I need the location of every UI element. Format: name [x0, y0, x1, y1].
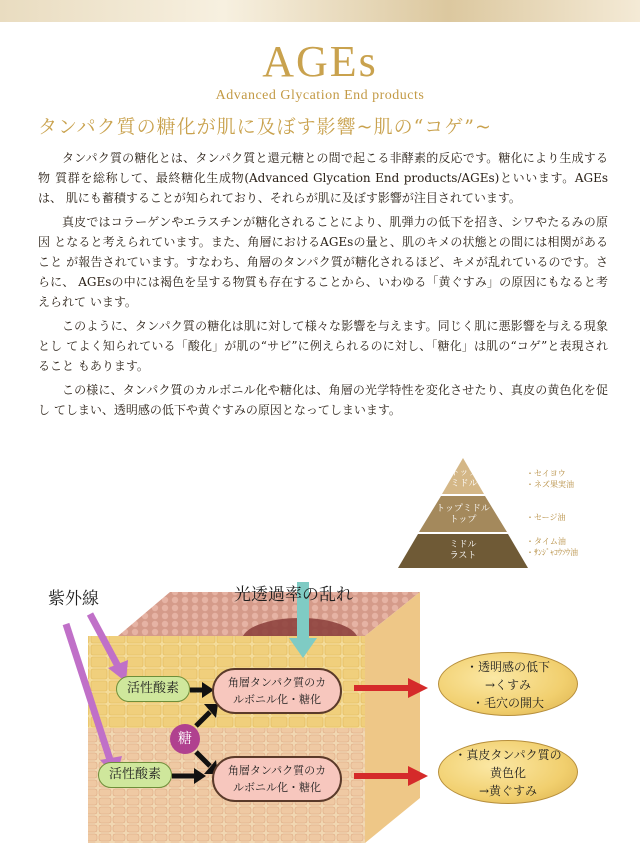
carbonylation-line: ルボニル化・糖化 — [233, 781, 321, 794]
page-title: AGEs — [262, 37, 378, 86]
pyramid-label-line: ミドル — [450, 479, 478, 489]
pyramid-tier-middle-label — [420, 504, 506, 526]
pyramid-tier-top-label — [442, 468, 486, 490]
skin-glycation-diagram — [0, 572, 640, 853]
result-line: ・毛穴の開大 — [471, 696, 544, 710]
sugar-badge: 糖 — [170, 724, 200, 754]
pyramid-tier-bottom-label — [418, 540, 508, 562]
result-ellipse-bottom — [438, 740, 578, 804]
paragraph: タンパク質の糖化とは、タンパク質と還元糖との間で起こる非酵素的反応です。糖化により生成する物 質群を総称して、最終糖化生成物(Advanced Glycation End products/AGEs)といいます。AGEsは、 肌にも蓄積することが知られており、それらが肌に及ぼす影響が注目されています。 — [38, 151, 608, 205]
carbonylation-line: 角層タンパク質のカ — [227, 764, 327, 777]
pyramid-tier-top-notes — [526, 468, 574, 490]
result-line: →くすみ — [484, 678, 532, 692]
pyramid-label-line: トップミドル — [436, 504, 490, 514]
notes-pyramid — [398, 458, 608, 568]
result-line: 黄色化 — [489, 766, 526, 780]
page-subtitle: Advanced Glycation End products — [215, 88, 425, 103]
pyramid-tier-middle-notes — [526, 512, 566, 523]
result-line: →黄ぐすみ — [478, 784, 538, 798]
pyramid-label-line: トップ — [449, 515, 477, 525]
carbonylation-box-top — [212, 668, 342, 714]
result-ellipse-top — [438, 652, 578, 716]
pyramid-note: ・ネズ果実油 — [526, 480, 574, 489]
pyramid-note: ・セイヨウ — [526, 469, 566, 478]
pyramid-note: ・セージ油 — [526, 513, 566, 522]
pyramid-note: ・タイム油 — [526, 537, 566, 546]
body-text — [38, 148, 608, 424]
pyramid-label-line: ミドル — [449, 540, 477, 550]
ros-box-top: 活性酸素 — [116, 676, 190, 702]
result-line: ・真皮タンパク質の — [454, 748, 562, 762]
paragraph: このように、タンパク質の糖化は肌に対して様々な影響を与えます。同じく肌に悪影響を与える現象とし てよく知られている「酸化」が肌の“サビ”に例えられるのに対し、「糖化」は肌の“コゲ”と表現されること もあります。 — [38, 319, 608, 373]
result-line: ・透明感の低下 — [465, 660, 550, 674]
pyramid-label-line: トップ — [450, 468, 478, 478]
carbonylation-box-bottom — [212, 756, 342, 802]
ros-box-bottom: 活性酸素 — [98, 762, 172, 788]
pyramid-tier-bottom-notes — [526, 536, 578, 558]
uv-label: 紫外線 — [48, 589, 99, 609]
light-disruption-label: 光透過率の乱れ — [234, 585, 353, 605]
paragraph: 真皮ではコラーゲンやエラスチンが糖化されることにより、肌弾力の低下を招き、シワやたるみの原因 となると考えられています。また、角層におけるAGEsの量と、肌のキメの状態との間には相関があること が報告されています。すなわち、角層のタンパク質が糖化されるほど、キメが乱れているのです。さらに、 AGEsの中には褐色を呈する物質も存在することから、いわゆる「黄ぐすみ」の原因にもなると考えられて います。 — [38, 215, 608, 309]
header-gold-bar — [0, 0, 640, 22]
pyramid-note: ・ｻﾝｼﾞｬｺｳｿｳ油 — [526, 548, 578, 557]
paragraph: この様に、タンパク質のカルボニル化や糖化は、角層の光学特性を変化させたり、真皮の黄色化を促し てしまい、透明感の低下や黄ぐすみの原因となってしまいます。 — [38, 383, 608, 417]
carbonylation-line: ルボニル化・糖化 — [233, 693, 321, 706]
carbonylation-line: 角層タンパク質のカ — [227, 676, 327, 689]
section-heading: タンパク質の糖化が肌に及ぼす影響~肌の“コゲ”~ — [38, 116, 492, 138]
pyramid-label-line: ラスト — [449, 551, 477, 561]
skin-side-face — [365, 592, 420, 843]
